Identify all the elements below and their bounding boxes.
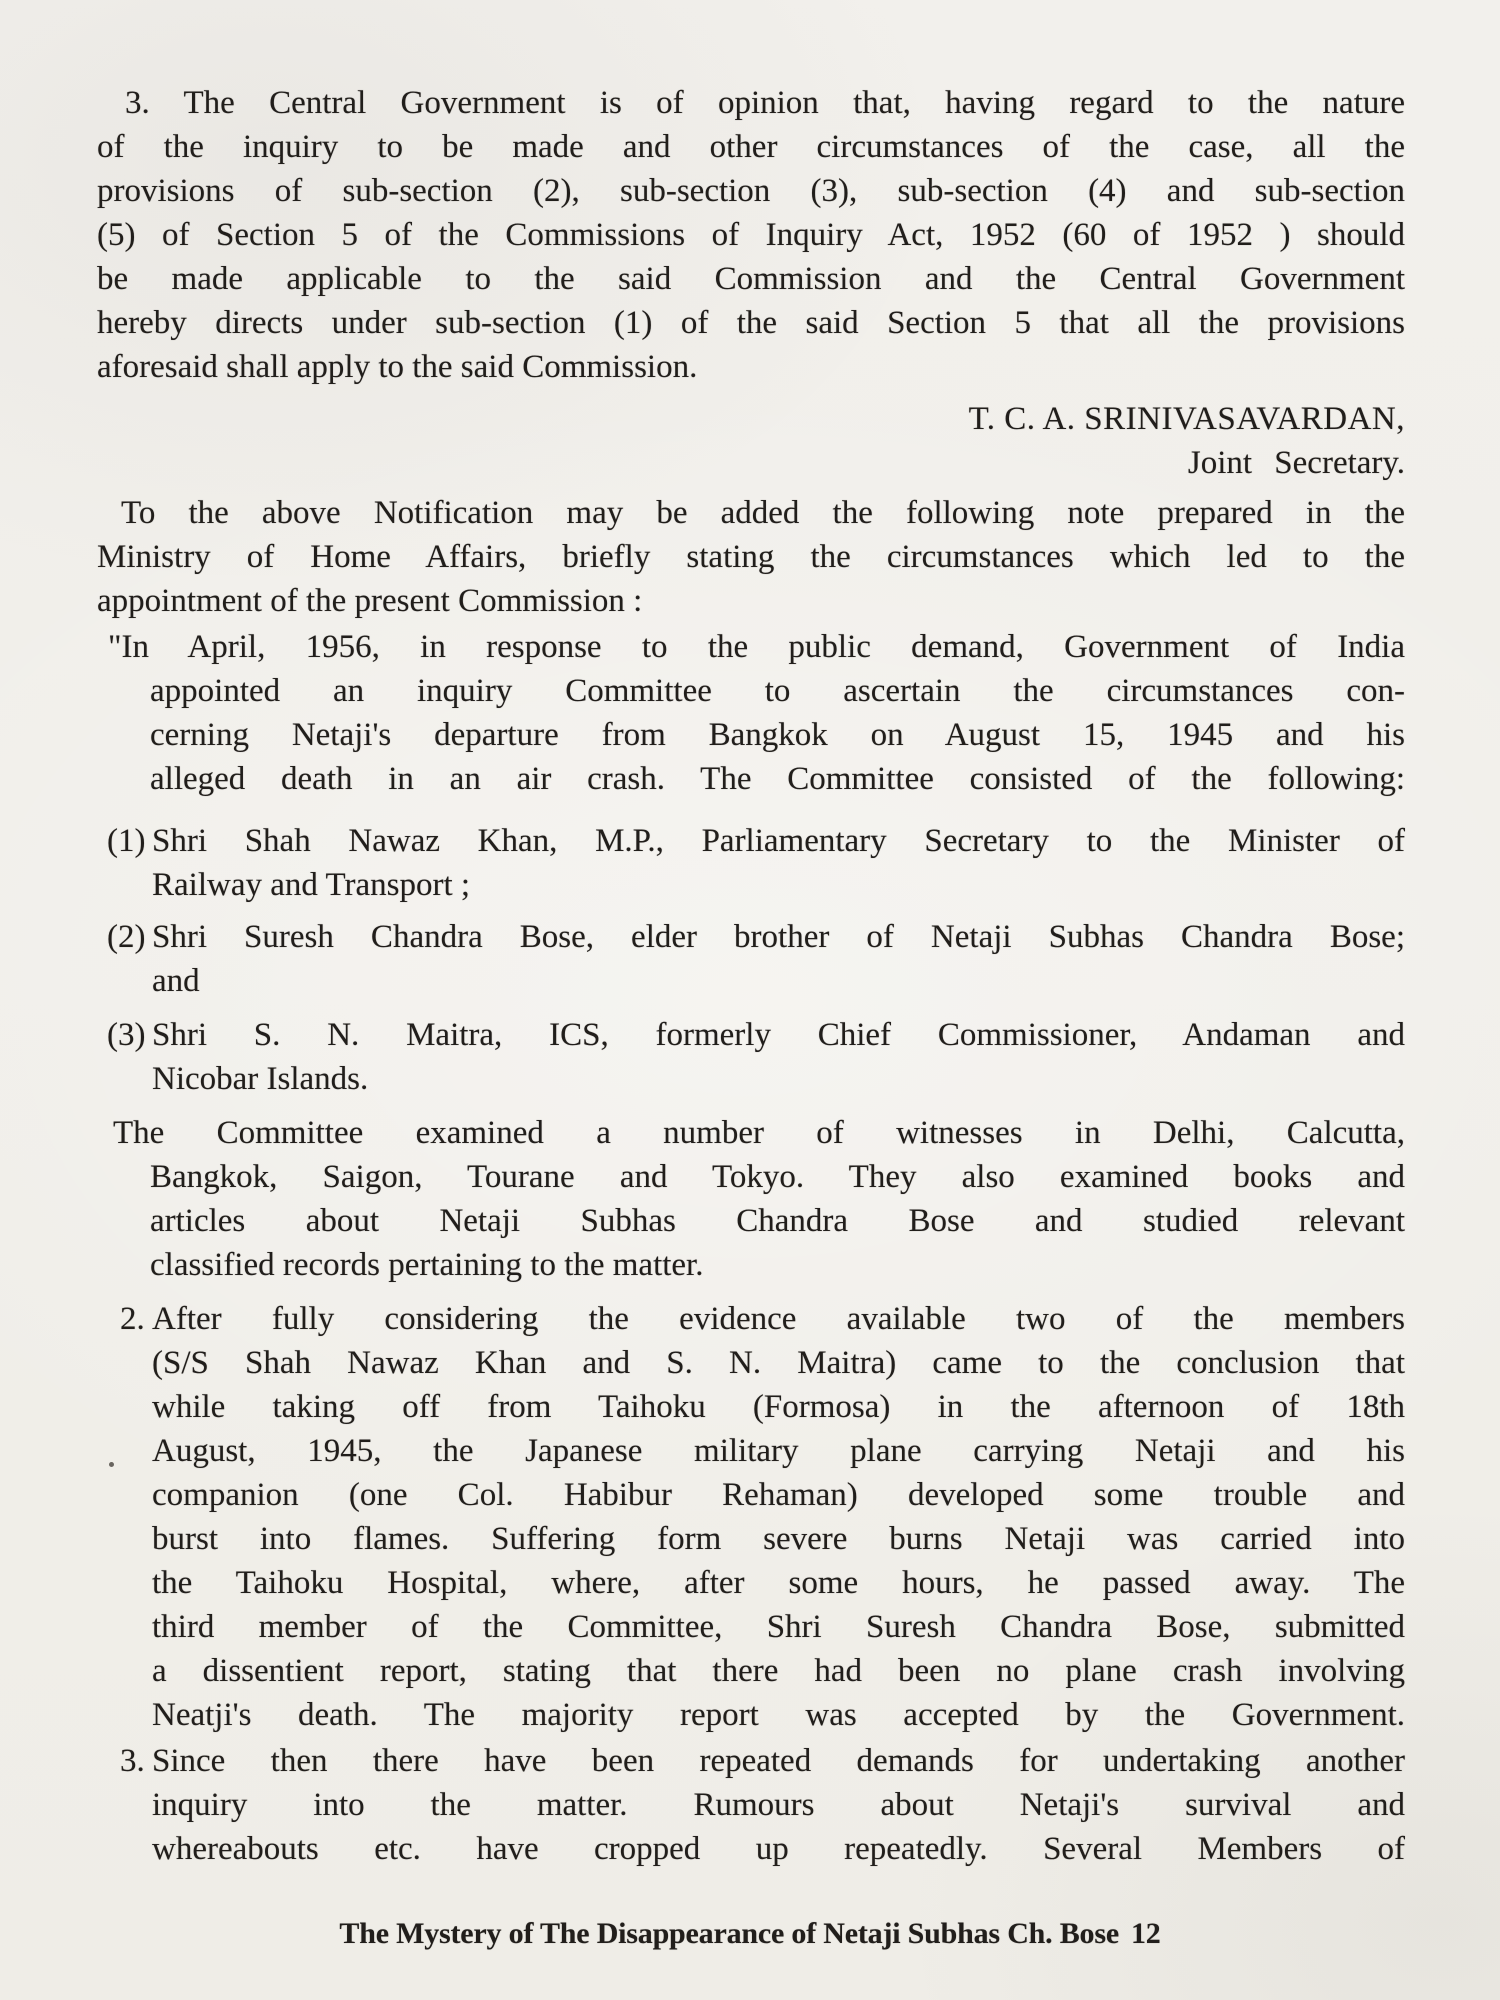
paragraph-3-since-marker: 3. <box>120 1743 145 1779</box>
running-footer <box>0 1912 1500 1956</box>
member-3-marker: (3) <box>107 1017 146 1053</box>
committee-examined-paragraph: The Committee examined a number of witnesses in Delhi, Calcutta, Bangkok, Saigon, Tourane and Tokyo. They also examined books and articles about Netaji Subhas Chandra Bose and studied relevant classified records pertaining to the matter. <box>113 1115 1405 1283</box>
quote-opening-paragraph: "In April, 1956, in response to the public demand, Government of India appointed an inquiry Committee to ascertain the circumstances con- cerning Netaji's departure from Bangkok on August 15, 1945 and his alleged death in an air crash. The Committee consisted of the following: <box>108 629 1405 797</box>
member-list-item-3 <box>107 1013 1405 1101</box>
paragraph-2-marker: 2. <box>120 1301 145 1337</box>
signature-name: T. C. A. SRINIVASAVARDAN, <box>968 401 1405 437</box>
member-list-item-1 <box>107 819 1405 907</box>
footer-book-title: The Mystery of The Disappearance of Netaji Subhas Ch. Bose <box>339 1917 1119 1950</box>
signature-block <box>97 397 1405 485</box>
paragraph-3-central-government: 3. The Central Government is of opinion that, having regard to the nature of the inquiry to be made and other circumstances of the case, all the provisions of sub-section (2), sub-section (3), sub-section (4) and sub-section (5) of Section 5 of the Commissions of Inquiry Act, 1952 (60 of 1952 ) should be made applicable to the said Commission and the Central Government hereby directs under sub-section (1) of the said Section 5 that all the provisions aforesaid shall apply to the said Commission. <box>97 85 1405 385</box>
footer-page-number: 12 <box>1130 1917 1161 1950</box>
note-intro-paragraph: To the above Notification may be added the following note prepared in the Ministry of Home Affairs, briefly stating the circumstances which led to the appointment of the present Commission : <box>97 495 1405 619</box>
member-2-text: Shri Suresh Chandra Bose, elder brother of Netaji Subhas Chandra Bose; and <box>152 919 1405 999</box>
member-list-item-2 <box>107 915 1405 1003</box>
member-3-text: Shri S. N. Maitra, ICS, formerly Chief Commissioner, Andaman and Nicobar Islands. <box>152 1017 1405 1097</box>
numbered-paragraph-2 <box>120 1297 1405 1737</box>
page-body <box>97 81 1405 1871</box>
member-1-marker: (1) <box>107 823 146 859</box>
member-1-text: Shri Shah Nawaz Khan, M.P., Parliamentary Secretary to the Minister of Railway and Transport ; <box>152 823 1405 903</box>
numbered-paragraph-3 <box>120 1739 1405 1871</box>
paragraph-3-since-text: Since then there have been repeated demands for undertaking another inquiry into the matter. Rumours about Netaji's survival and whereabouts etc. have cropped up repeatedly. Several Members of <box>152 1743 1405 1867</box>
paragraph-2-text: After fully considering the evidence available two of the members (S/S Shah Nawaz Khan and S. N. Maitra) came to the conclusion that while taking off from Taihoku (Formosa) in the afternoon of 18th August, 1945, the Japanese military plane carrying Netaji and his companion (one Col. Habibur Rehaman) developed some trouble and burst into flames. Suffering form severe burns Netaji was carried into the Taihoku Hospital, where, after some hours, he passed away. The third member of the Committee, Shri Suresh Chandra Bose, submitted a dissentient report, stating that there had been no plane crash involving Neatji's death. The majority report was accepted by the Government. <box>152 1301 1405 1733</box>
signature-title: Joint Secretary. <box>1187 445 1405 481</box>
member-2-marker: (2) <box>107 919 146 955</box>
stray-ink-mark <box>109 1462 114 1467</box>
